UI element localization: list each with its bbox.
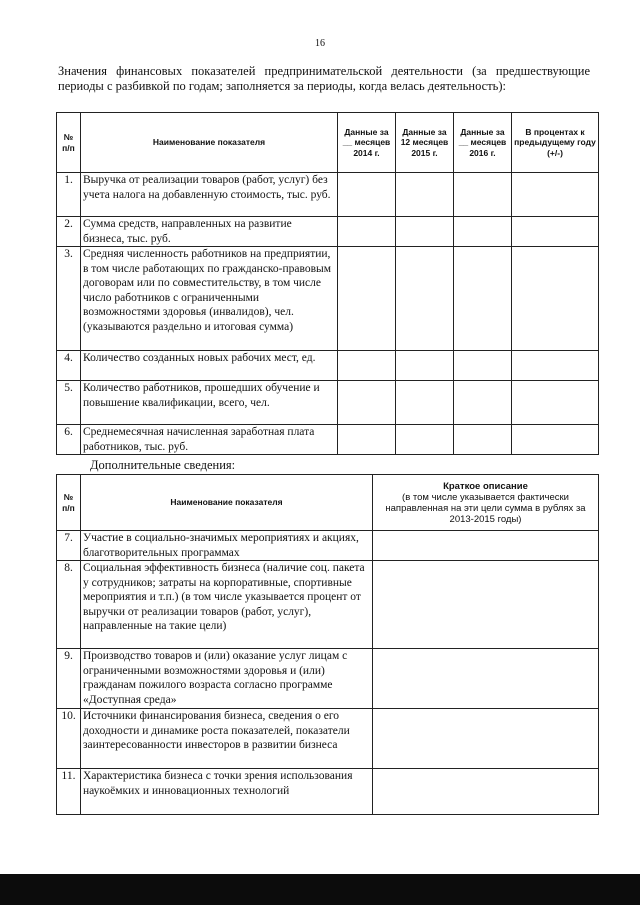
intro-text: Значения финансовых показателей предпринимательской деятельности (за предшествующие периоды с разбивкой по годам; заполняется за периоды, когда велась деятельность): xyxy=(58,64,590,93)
cell-2014[interactable] xyxy=(338,173,396,217)
row-number: 1. xyxy=(57,173,81,217)
cell-2015[interactable] xyxy=(396,247,454,351)
header-num: № п/п xyxy=(57,475,81,531)
additional-info-table xyxy=(56,474,599,815)
table-row xyxy=(57,381,599,425)
cell-percent[interactable] xyxy=(512,425,599,455)
page-number: 16 xyxy=(315,38,325,49)
cell-2015[interactable] xyxy=(396,173,454,217)
row-label: Участие в социально-значимых мероприятиях и акциях, благотворительных программах xyxy=(81,531,373,561)
header-percent: В процентах к предыдущему году (+/-) xyxy=(512,113,599,173)
cell-2015[interactable] xyxy=(396,217,454,247)
cell-2014[interactable] xyxy=(338,351,396,381)
row-number: 10. xyxy=(57,709,81,769)
row-number: 3. xyxy=(57,247,81,351)
cell-description[interactable] xyxy=(373,709,599,769)
row-label: Сумма средств, направленных на развитие бизнеса, тыс. руб. xyxy=(81,217,338,247)
header-num: № п/п xyxy=(57,113,81,173)
cell-2015[interactable] xyxy=(396,425,454,455)
cell-description[interactable] xyxy=(373,769,599,815)
cell-2016[interactable] xyxy=(454,381,512,425)
header-description-note: (в том числе указывается фактически направленная на эти цели сумма в рублях за 2013-2015 годы) xyxy=(385,491,586,525)
header-2016: Данные за __ месяцев 2016 г. xyxy=(454,113,512,173)
row-label: Среднемесячная начисленная заработная плата работников, тыс. руб. xyxy=(81,425,338,455)
table-row xyxy=(57,351,599,381)
cell-2015[interactable] xyxy=(396,351,454,381)
row-number: 8. xyxy=(57,561,81,649)
cell-percent[interactable] xyxy=(512,247,599,351)
row-label: Количество работников, прошедших обучение и повышение квалификации, всего, чел. xyxy=(81,381,338,425)
cell-2014[interactable] xyxy=(338,247,396,351)
header-2015: Данные за 12 месяцев 2015 г. xyxy=(396,113,454,173)
cell-percent[interactable] xyxy=(512,173,599,217)
row-number: 2. xyxy=(57,217,81,247)
table-row xyxy=(57,769,599,815)
cell-2016[interactable] xyxy=(454,247,512,351)
cell-2015[interactable] xyxy=(396,381,454,425)
table-row xyxy=(57,709,599,769)
table-row xyxy=(57,531,599,561)
row-number: 6. xyxy=(57,425,81,455)
cell-2016[interactable] xyxy=(454,217,512,247)
table-row xyxy=(57,173,599,217)
row-number: 7. xyxy=(57,531,81,561)
cell-2016[interactable] xyxy=(454,425,512,455)
section-title-additional: Дополнительные сведения: xyxy=(90,458,236,472)
header-name: Наименование показателя xyxy=(81,113,338,173)
cell-percent[interactable] xyxy=(512,351,599,381)
cell-percent[interactable] xyxy=(512,381,599,425)
row-label: Социальная эффективность бизнеса (наличие соц. пакета у сотрудников; затраты на корпоративные, спортивные мероприятия и т.п.) (в том числе указывается процент от выручки от реализации товаров (работ, услуг), направленные на такие цели) xyxy=(81,561,373,649)
cell-percent[interactable] xyxy=(512,217,599,247)
financial-indicators-table xyxy=(56,112,599,455)
cell-2014[interactable] xyxy=(338,217,396,247)
cell-2014[interactable] xyxy=(338,381,396,425)
row-number: 9. xyxy=(57,649,81,709)
row-label: Средняя численность работников на предприятии, в том числе работающих по гражданско-правовым договорам или по совместительству, в том числе число работников с ограниченными возможностями здоровья (инвалидов), чел. (указываются раздельно и итоговая сумма) xyxy=(81,247,338,351)
cell-description[interactable] xyxy=(373,561,599,649)
table-row xyxy=(57,425,599,455)
cell-2014[interactable] xyxy=(338,425,396,455)
cell-description[interactable] xyxy=(373,649,599,709)
row-label: Выручка от реализации товаров (работ, услуг) без учета налога на добавленную стоимость, тыс. руб. xyxy=(81,173,338,217)
cell-2016[interactable] xyxy=(454,351,512,381)
row-label: Производство товаров и (или) оказание услуг лицам с ограниченными возможностями здоровья и (или) гражданам пожилого возраста согласно программе «Доступная среда» xyxy=(81,649,373,709)
scan-edge-bar xyxy=(0,874,640,905)
row-number: 11. xyxy=(57,769,81,815)
header-name: Наименование показателя xyxy=(81,475,373,531)
table-row xyxy=(57,217,599,247)
row-label: Характеристика бизнеса с точки зрения использования наукоёмких и инновационных технологий xyxy=(81,769,373,815)
table-row xyxy=(57,649,599,709)
table-row xyxy=(57,561,599,649)
row-number: 5. xyxy=(57,381,81,425)
row-number: 4. xyxy=(57,351,81,381)
header-2014: Данные за __ месяцев 2014 г. xyxy=(338,113,396,173)
cell-2016[interactable] xyxy=(454,173,512,217)
cell-description[interactable] xyxy=(373,531,599,561)
row-label: Источники финансирования бизнеса, сведения о его доходности и динамике роста показателей, показатели заинтересованности инвесторов в развитии бизнеса xyxy=(81,709,373,769)
header-description-title: Краткое описание xyxy=(443,480,528,492)
header-description xyxy=(373,475,599,531)
table-row xyxy=(57,247,599,351)
row-label: Количество созданных новых рабочих мест, ед. xyxy=(81,351,338,381)
